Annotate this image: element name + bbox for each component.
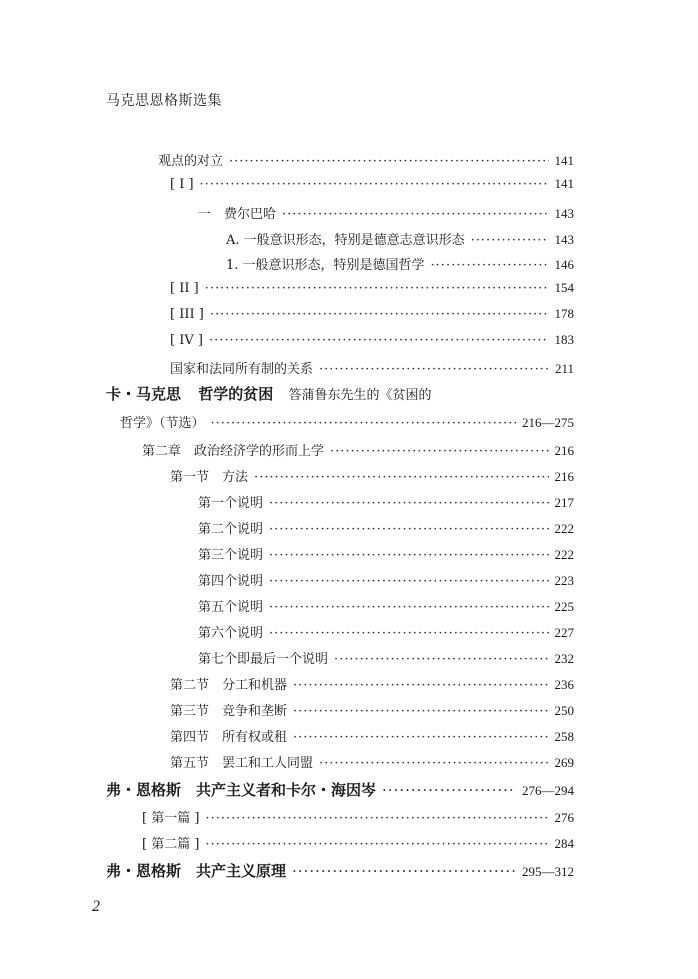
toc-entry-label: [ I ] [170, 177, 194, 192]
toc-entry-label: 第一个说明 [198, 496, 264, 511]
toc-entry-page: 236 [554, 677, 574, 692]
work-title: 哲学的贫困 [198, 385, 274, 403]
page-number: 2 [92, 898, 100, 915]
toc-entry-label: 第一节 方法 [170, 470, 249, 485]
toc-entry-page: 146 [554, 257, 574, 272]
toc-entry-page: 269 [554, 755, 574, 770]
toc-entry-label: [ IV ] [170, 333, 203, 348]
toc-entry-label: 弗・恩格斯 共产主义原理 [106, 862, 287, 880]
leader-dots [293, 730, 548, 745]
leader-dots [334, 652, 548, 667]
toc-entry [142, 807, 574, 826]
toc-entry-page: 216 [554, 469, 574, 484]
toc-entry [170, 280, 574, 296]
toc-entry-label: 一 费尔巴哈 [198, 207, 277, 222]
toc-entry-label: A. 一般意识形态，特别是德意志意识形态 [226, 233, 465, 248]
toc-entry-page: 216—275 [522, 415, 574, 430]
leader-dots [293, 678, 548, 693]
toc-entry-page: 141 [554, 153, 574, 168]
leader-dots [269, 496, 548, 511]
toc-entry [170, 466, 574, 485]
leader-dots [293, 704, 548, 719]
toc-entry-page: 222 [554, 547, 574, 562]
running-head: 马克思恩格斯选集 [106, 93, 222, 109]
toc-entry-page: 232 [554, 651, 574, 666]
leader-dots [292, 862, 516, 880]
toc-entry-label: 第三个说明 [198, 548, 264, 563]
toc-work-entry [106, 860, 574, 881]
toc-entry-label: 第七个即最后一个说明 [198, 652, 329, 667]
leader-dots [471, 233, 549, 248]
toc-entry-page: 143 [554, 232, 574, 247]
leader-dots [269, 548, 548, 563]
toc-entry [198, 622, 574, 641]
toc-entry-label: 第二章 政治经济学的形而上学 [142, 444, 325, 459]
leader-dots [200, 177, 549, 192]
toc-entry-label: [ II ] [170, 281, 199, 296]
leader-dots [269, 574, 548, 589]
toc-entry-label: 第二节 分工和机器 [170, 678, 288, 693]
toc-entry [170, 332, 574, 348]
toc-entry [170, 176, 574, 192]
toc-entry-label: [ 第一篇 ] [142, 811, 200, 826]
toc-entry [198, 648, 574, 667]
toc-entry [170, 700, 574, 719]
toc-entry-label: 第二个说明 [198, 522, 264, 537]
leader-dots [205, 837, 548, 852]
leader-dots [431, 258, 549, 273]
toc-entry [170, 726, 574, 745]
toc-entry [142, 440, 574, 459]
leader-dots [282, 207, 548, 222]
toc-entry-label: 哲学》（节选） [120, 416, 205, 431]
toc-entry [170, 358, 574, 377]
toc-entry-label: 第五个说明 [198, 600, 264, 615]
toc-entry-page: 154 [554, 280, 574, 295]
toc-entry [226, 229, 574, 248]
leader-dots [254, 470, 548, 485]
toc-entry-page: 225 [554, 599, 574, 614]
toc-entry-page: 178 [554, 306, 574, 321]
toc-entry-label: 第三节 竞争和垄断 [170, 704, 288, 719]
toc-entry-label: 1. 一般意识形态，特别是德国哲学 [226, 258, 425, 273]
toc-entry-page: 276 [554, 810, 574, 825]
toc-entry [120, 412, 574, 431]
toc-entry-label: 第四节 所有权或租 [170, 730, 288, 745]
work-author: 卡・马克思 [106, 385, 182, 403]
toc-entry [198, 596, 574, 615]
toc-entry-page: 295—312 [522, 864, 574, 879]
toc-entry-page: 222 [554, 521, 574, 536]
leader-dots [211, 416, 516, 431]
toc-work-entry [106, 779, 574, 800]
toc-entry [226, 254, 574, 273]
toc-entry-page: 250 [554, 703, 574, 718]
toc-entry-page: 183 [554, 332, 574, 347]
toc-entry-label: 国家和法同所有制的关系 [170, 362, 314, 377]
toc-entry-page: 223 [554, 573, 574, 588]
toc-entry-page: 143 [554, 206, 574, 221]
toc-entry-label: 弗・恩格斯 共产主义者和卡尔・海因岑 [106, 781, 377, 799]
toc-entry-label: 第五节 罢工和工人同盟 [170, 756, 314, 771]
toc-entry [198, 203, 574, 222]
leader-dots [319, 756, 548, 771]
toc-entry-page: 211 [554, 361, 574, 376]
toc-entry-page: 217 [554, 495, 574, 510]
toc-entry-label: 第六个说明 [198, 626, 264, 641]
leader-dots [210, 307, 549, 322]
leader-dots [229, 154, 548, 169]
toc-entry-page: 276—294 [522, 783, 574, 798]
toc-entry [198, 544, 574, 563]
toc-entry-page: 141 [554, 176, 574, 191]
leader-dots [382, 781, 516, 799]
leader-dots [319, 362, 549, 377]
toc-entry-page: 216 [554, 443, 574, 458]
toc-entry [158, 150, 574, 169]
toc-entry [170, 752, 574, 771]
leader-dots [205, 811, 548, 826]
leader-dots [209, 333, 549, 348]
toc-entry-label: 观点的对立 [158, 154, 224, 169]
leader-dots [205, 281, 549, 296]
toc-entry-label: [ III ] [170, 307, 204, 322]
leader-dots [269, 600, 548, 615]
leader-dots [269, 522, 548, 537]
leader-dots [330, 444, 548, 459]
toc-entry [170, 674, 574, 693]
leader-dots [269, 626, 548, 641]
toc-entry [142, 833, 574, 852]
toc-entry [170, 306, 574, 322]
toc-entry-page: 258 [554, 729, 574, 744]
toc-entry [198, 570, 574, 589]
toc-entry [198, 492, 574, 511]
toc-entry-page: 227 [554, 625, 574, 640]
work-subtitle: 答蒲鲁东先生的《贫困的 [288, 388, 432, 403]
toc-entry-label: [ 第二篇 ] [142, 837, 200, 852]
toc-entry-label: 第四个说明 [198, 574, 264, 589]
toc-entry-page: 284 [554, 836, 574, 851]
work-heading [106, 383, 432, 404]
toc-entry [198, 518, 574, 537]
